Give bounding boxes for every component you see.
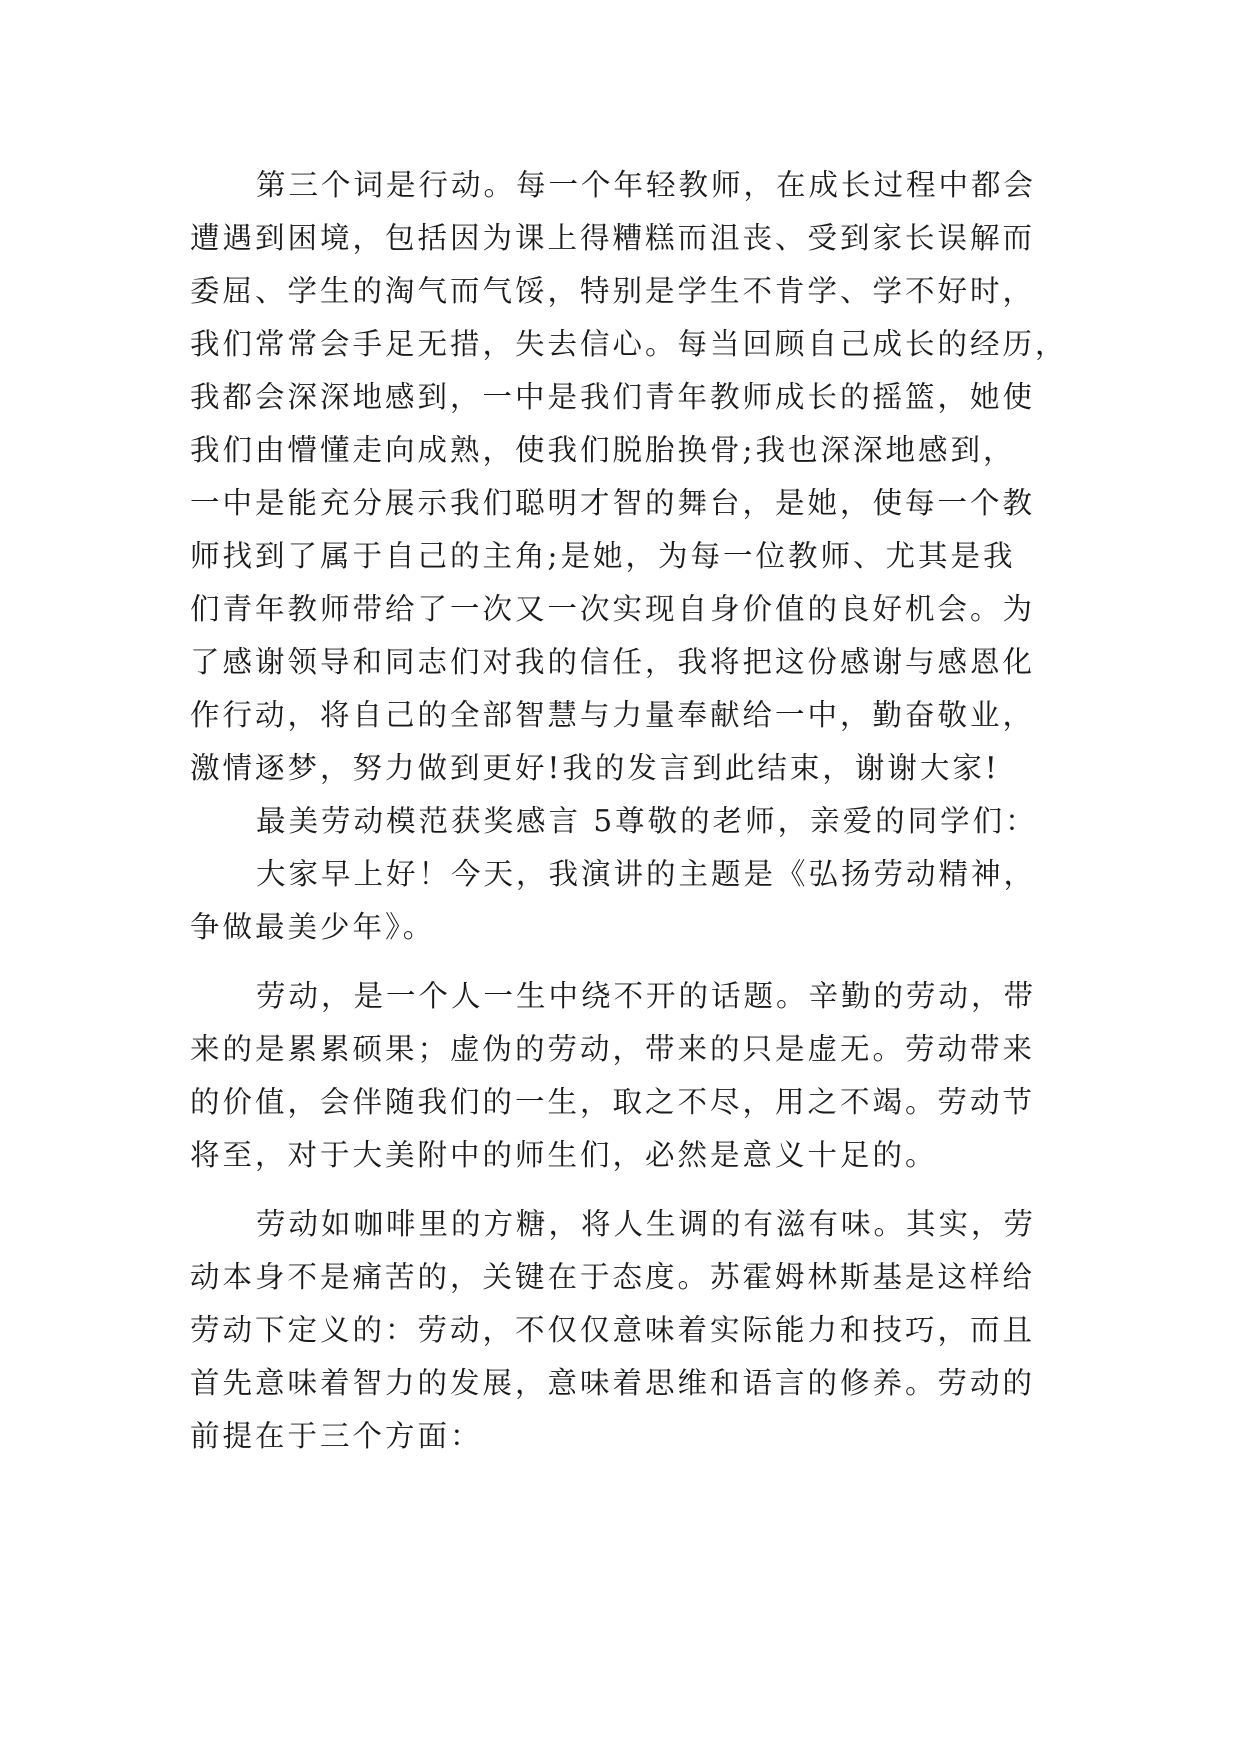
text-line: 大家早上好！今天，我演讲的主题是《弘扬劳动精神，: [256, 857, 1037, 891]
text-line: 作行动，将自己的全部智慧与力量奉献给一中，勤奋敬业，: [190, 698, 1036, 732]
body-text: [190, 159, 1068, 1463]
text-line: 我们常常会手足无措，失去信心。每当回顾自己成长的经历，: [190, 327, 1068, 361]
text-line: 第三个词是行动。每一个年轻教师，在成长过程中都会: [256, 168, 1037, 202]
text-line: 遭遇到困境，包括因为课上得糟糕而沮丧、受到家长误解而: [190, 221, 1036, 255]
text-line: 我都会深深地感到，一中是我们青年教师成长的摇篮，她使: [190, 380, 1036, 414]
text-line: 激情逐梦，努力做到更好!我的发言到此结束，谢谢大家!: [190, 751, 1000, 785]
text-line: 来的是累累硕果；虚伪的劳动，带来的只是虚无。劳动带来: [190, 1032, 1036, 1066]
text-line: 劳动下定义的：劳动，不仅仅意味着实际能力和技巧，而且: [190, 1313, 1036, 1347]
text-line: 将至，对于大美附中的师生们，必然是意义十足的。: [190, 1138, 938, 1172]
text-line: 首先意味着智力的发展，意味着思维和语言的修养。劳动的: [190, 1366, 1036, 1400]
text-line: 劳动，是一个人一生中绕不开的话题。辛勤的劳动，带: [256, 979, 1037, 1013]
text-line: 一中是能充分展示我们聪明才智的舞台，是她，使每一个教: [190, 486, 1036, 520]
text-line: 争做最美少年》。: [190, 910, 436, 944]
text-line: 委屈、学生的淘气而气馁，特别是学生不肯学、学不好时，: [190, 274, 1036, 308]
text-line: 们青年教师带给了一次又一次实现自身价值的良好机会。为: [190, 592, 1036, 626]
text-line: 我们由懵懂走向成熟，使我们脱胎换骨;我也深深地感到，: [190, 433, 1016, 467]
text-line: 了感谢领导和同志们对我的信任，我将把这份感谢与感恩化: [190, 645, 1036, 679]
section-heading: 最美劳动模范获奖感言 5尊敬的老师，亲爱的同学们：: [256, 804, 1038, 838]
text-line: 师找到了属于自己的主角;是她，为每一位教师、尤其是我: [190, 539, 1016, 573]
text-line: 前提在于三个方面：: [190, 1419, 483, 1453]
text-line: 动本身不是痛苦的，关键在于态度。苏霍姆林斯基是这样给: [190, 1260, 1036, 1294]
text-line: 的价值，会伴随我们的一生，取之不尽，用之不竭。劳动节: [190, 1085, 1036, 1119]
text-line: 劳动如咖啡里的方糖，将人生调的有滋有味。其实，劳: [256, 1207, 1037, 1241]
